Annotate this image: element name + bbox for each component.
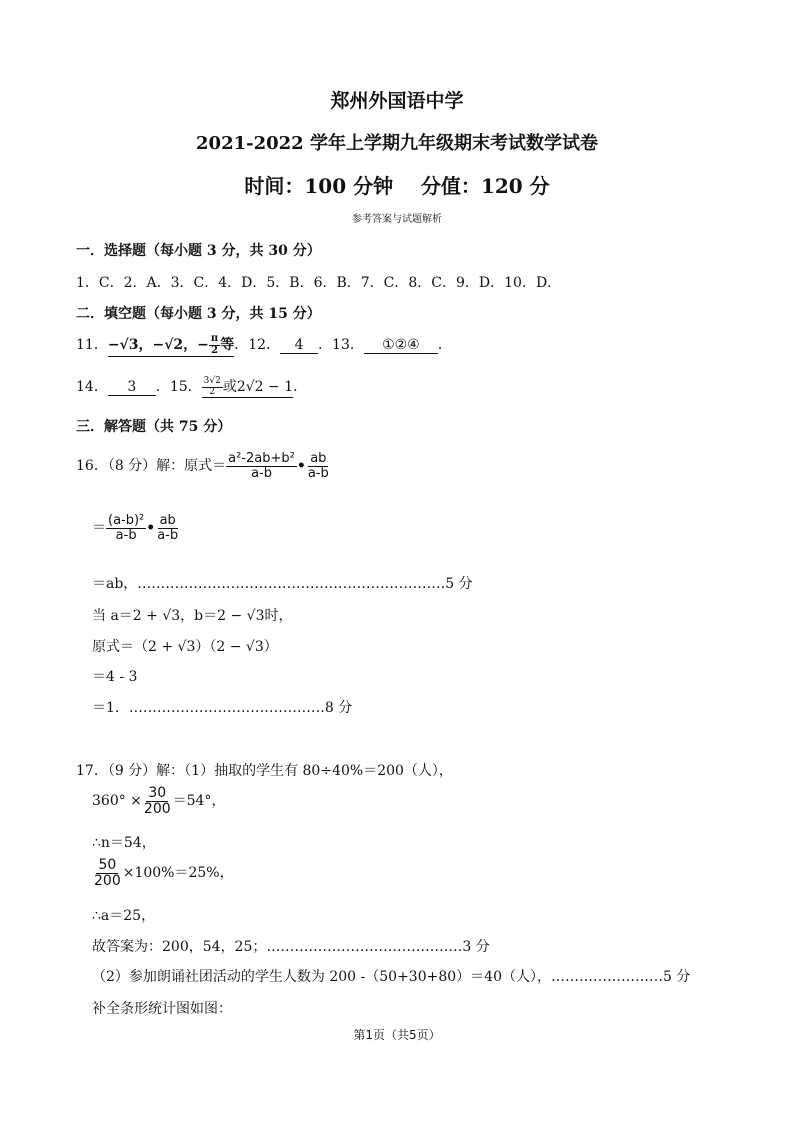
q17-l2-post: ＝54°， bbox=[172, 793, 226, 810]
q15-answer: 或2√2 − 1 bbox=[222, 379, 294, 395]
q16-f2-num: ab bbox=[310, 451, 327, 466]
q16-l2-f2-num: ab bbox=[159, 513, 176, 528]
q17-line-3: ∴n＝54， bbox=[92, 835, 156, 851]
q12-answer: 4 bbox=[280, 337, 318, 354]
q11-answer-blank bbox=[108, 334, 234, 357]
section-1-title: 一．选择题（每小题 3 分，共 30 分） bbox=[76, 243, 321, 259]
q16-f1-den: a-b bbox=[251, 465, 272, 481]
q15-end: ． bbox=[293, 379, 308, 395]
q16-line-2 bbox=[92, 514, 180, 542]
school-name: 郑州外国语中学 bbox=[330, 90, 464, 112]
q17-line-7: （2）参加朗诵社团活动的学生人数为 200 -（50+30+80）＝40（人），……………………5 分 bbox=[92, 969, 691, 985]
q16-fraction-2 bbox=[306, 452, 331, 480]
exam-time-score: 时间：100 分钟 分值：120 分 bbox=[244, 174, 550, 198]
q17-l4-den: 200 bbox=[94, 872, 121, 889]
q15-fraction bbox=[202, 377, 223, 397]
section-3-title: 三．解答题（共 75 分） bbox=[76, 419, 232, 435]
q16-dot: • bbox=[296, 458, 306, 475]
q16-f1-num: a²-2ab+b² bbox=[228, 451, 295, 466]
answer-subtitle: 参考答案与试题解析 bbox=[352, 214, 442, 225]
q17-line-6: 故答案为：200，54，25；……………………………………3 分 bbox=[92, 939, 490, 955]
q15-prefix: ．15． bbox=[155, 379, 202, 395]
section-2-title: 二．填空题（每小题 3 分，共 15 分） bbox=[76, 306, 321, 322]
q17-l2-den: 200 bbox=[143, 800, 171, 817]
q11-tail: 等 bbox=[220, 337, 235, 353]
q11-prefix: 11． bbox=[76, 337, 108, 353]
q17-line-8: 补全条形统计图如图： bbox=[92, 1001, 232, 1017]
q13-end: ． bbox=[437, 337, 452, 353]
q13-answer: ①②④ bbox=[364, 337, 438, 354]
q14-prefix: 14． bbox=[76, 379, 108, 395]
q11-line bbox=[76, 334, 452, 357]
q16-line-6: ＝4 - 3 bbox=[92, 669, 138, 685]
q16-l2-f1-den: a-b bbox=[115, 527, 137, 543]
q11-answer: −√3，−√2，− bbox=[107, 337, 209, 353]
q17-line-2 bbox=[92, 786, 225, 816]
q16-line-1 bbox=[76, 452, 331, 480]
q14-answer: 3 bbox=[108, 379, 156, 396]
q15-frac-den: 2 bbox=[209, 386, 216, 397]
q16-line-5: 原式＝（2 + √3）（2 − √3） bbox=[92, 639, 278, 655]
q15-frac-num: 3√2 bbox=[203, 376, 221, 387]
q17-line-4 bbox=[92, 858, 234, 888]
q17-line-1: 17．（9 分）解：（1）抽取的学生有 80÷40%＝200（人）， bbox=[76, 763, 453, 779]
q16-fraction-1 bbox=[226, 452, 297, 480]
q11-frac-num: π bbox=[210, 333, 219, 344]
q16-l2-fraction-2 bbox=[155, 514, 180, 542]
q17-l2-fraction bbox=[142, 786, 173, 816]
q16-l2-fraction-1 bbox=[106, 514, 146, 542]
q11-fraction bbox=[209, 334, 220, 356]
page-footer: 第1页（共5页） bbox=[353, 1028, 441, 1042]
q16-l2-f2-den: a-b bbox=[157, 527, 179, 543]
q15-answer-blank bbox=[202, 376, 293, 398]
q17-line-5: ∴a＝25， bbox=[92, 908, 156, 924]
q16-line-7: ＝1．……………………………………8 分 bbox=[92, 700, 353, 716]
q16-intro: 16．（8 分）解：原式＝ bbox=[76, 458, 227, 475]
q17-l4-num: 50 bbox=[98, 857, 117, 873]
q14-line bbox=[76, 376, 307, 398]
q16-f2-den: a-b bbox=[307, 465, 329, 481]
q16-line-3: ＝ab，…………………………………………………………5 分 bbox=[92, 576, 473, 592]
q11-frac-den: 2 bbox=[211, 344, 219, 356]
q17-l4-fraction bbox=[92, 858, 123, 888]
q16-l2-dot: • bbox=[146, 520, 156, 537]
q16-l2-eq: ＝ bbox=[92, 520, 106, 537]
exam-title: 2021-2022 学年上学期九年级期末考试数学试卷 bbox=[196, 133, 598, 154]
q17-l2-num: 30 bbox=[148, 785, 167, 801]
q12-prefix: ．12． bbox=[234, 337, 281, 353]
q16-line-4: 当 a＝2 + √3，b＝2 − √3时， bbox=[92, 608, 293, 624]
q17-l2-pre: 360° × bbox=[92, 793, 142, 810]
q16-l2-f1-num: (a-b)² bbox=[108, 513, 145, 528]
q13-prefix: ．13． bbox=[318, 337, 364, 353]
q17-l4-post: ×100%＝25%， bbox=[122, 865, 234, 882]
section-1-answers: 1．C．2．A．3．C．4．D．5．B．6．B．7．C．8．C．9．D．10．D． bbox=[76, 275, 562, 291]
